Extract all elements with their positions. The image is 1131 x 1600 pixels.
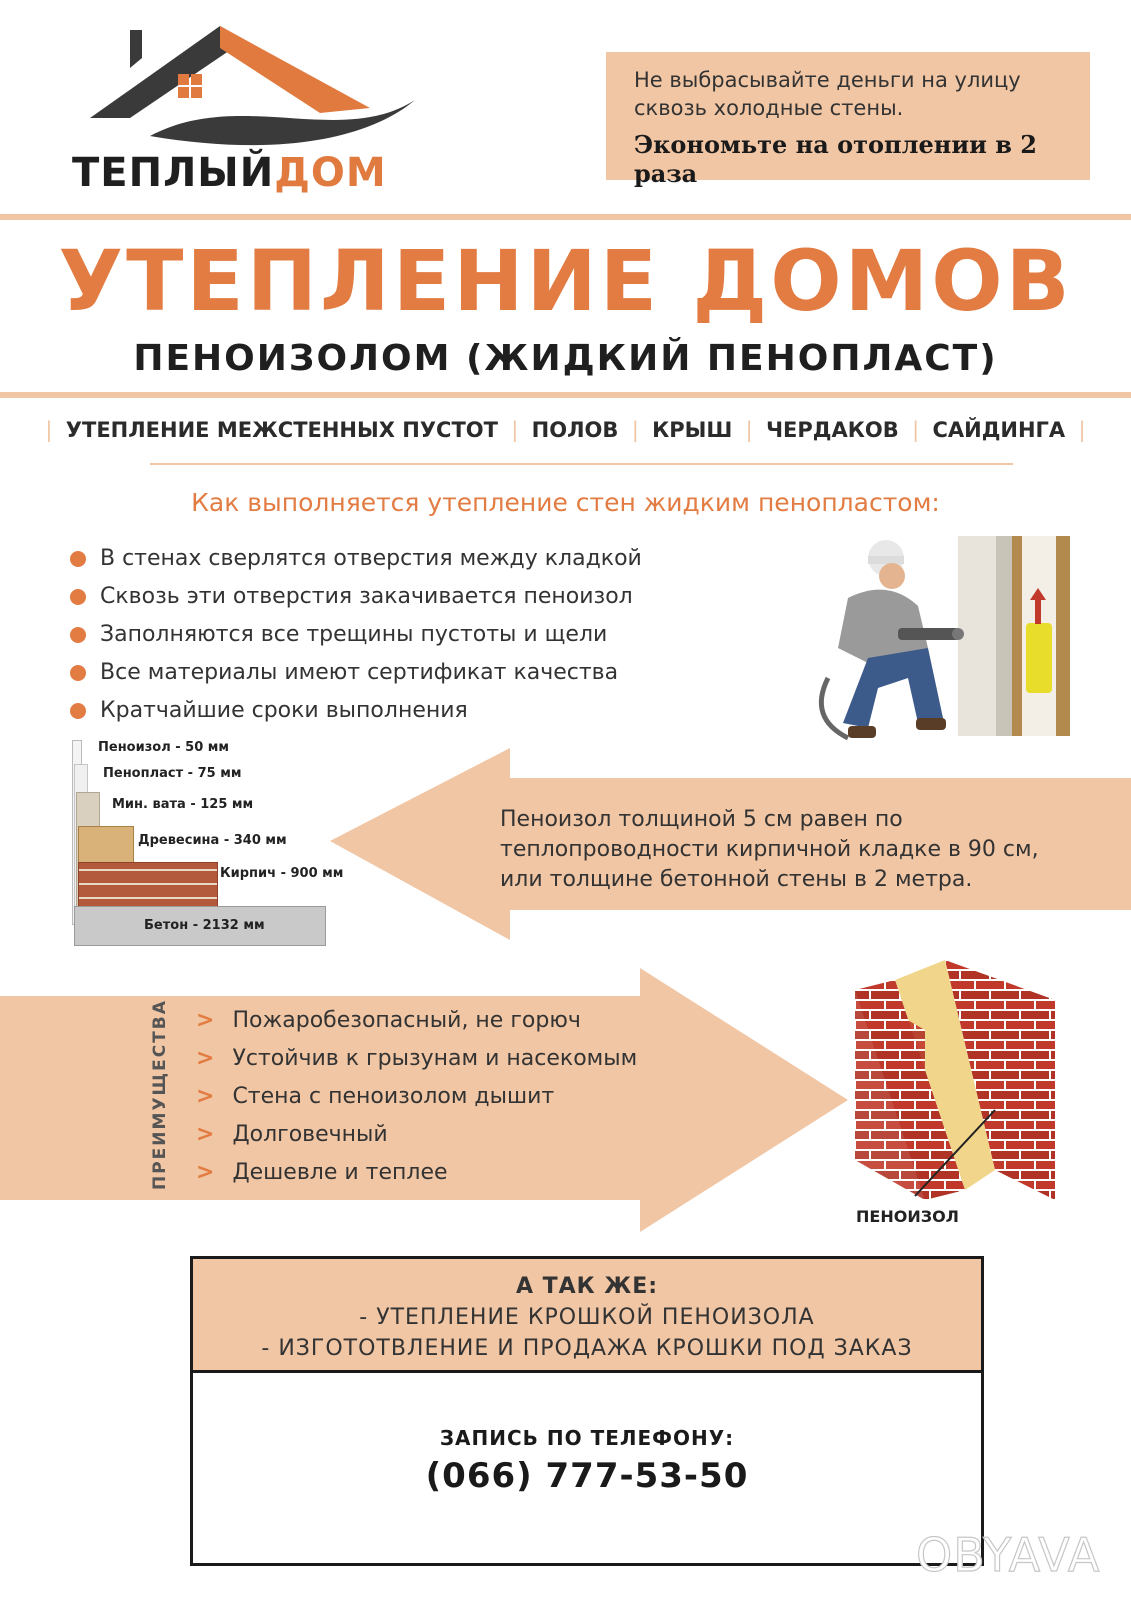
list-item [70, 578, 642, 616]
bullet-dot-icon [70, 551, 86, 567]
list-item [70, 540, 642, 578]
brand-logo [72, 150, 387, 196]
list-item [70, 692, 642, 730]
insulation-label: ПЕНОИЗОЛ [856, 1207, 959, 1226]
layer-label: Мин. вата - 125 мм [112, 797, 254, 812]
advantage-text: Пожаробезопасный, не горюч [232, 1008, 581, 1033]
layer-label: Древесина - 340 мм [138, 833, 287, 848]
service-item: КРЫШ [652, 418, 733, 442]
step-text: В стенах сверлятся отверстия между кладкой [100, 546, 642, 571]
list-item [196, 1002, 637, 1040]
services-separator: | [45, 418, 53, 442]
step-text: Все материалы имеют сертификат качества [100, 660, 619, 685]
services-separator: | [912, 418, 920, 442]
list-item [196, 1154, 637, 1192]
steps-list [70, 540, 642, 730]
list-item [196, 1040, 637, 1078]
list-item [196, 1078, 637, 1116]
services-separator: | [511, 418, 519, 442]
promo-box [606, 52, 1090, 188]
brand-word-2: ДОМ [274, 150, 387, 196]
bullet-dot-icon [70, 665, 86, 681]
page-title: УТЕПЛЕНИЕ ДОМОВ [58, 232, 1073, 330]
advantage-text: Долговечный [232, 1122, 388, 1147]
promo-strong: Экономьте на отоплении в 2 раза [634, 130, 1038, 188]
house-roof-icon [70, 18, 430, 148]
advantage-text: Устойчив к грызунам и насекомым [232, 1046, 638, 1071]
step-text: Заполняются все трещины пустоты и щели [100, 622, 608, 647]
list-item [70, 616, 642, 654]
divider-top [0, 214, 1131, 220]
bullet-dot-icon [70, 589, 86, 605]
step-text: Сквозь эти отверстия закачивается пеноизол [100, 584, 633, 609]
promo-line-1: Не выбрасывайте деньги на улицу [634, 68, 1021, 92]
phone-label: ЗАПИСЬ ПО ТЕЛЕФОНУ: [439, 1426, 735, 1450]
list-item [70, 654, 642, 692]
also-section [193, 1259, 981, 1373]
service-item: САЙДИНГА [932, 418, 1066, 442]
brand-word-1: ТЕПЛЫЙ [72, 150, 275, 196]
step-text: Кратчайшие сроки выполнения [100, 698, 468, 723]
service-item: ЧЕРДАКОВ [766, 418, 899, 442]
layer-label: Пенопласт - 75 мм [103, 766, 242, 781]
services-rule [150, 463, 1013, 465]
layer-label: Бетон - 2132 мм [144, 918, 265, 933]
chevron-right-icon: > [196, 1046, 215, 1071]
chevron-right-icon: > [196, 1008, 215, 1033]
service-item: ПОЛОВ [531, 418, 619, 442]
watermark: OBYAVA [916, 1528, 1101, 1582]
phone-number[interactable]: (066) 777-53-50 [425, 1456, 749, 1496]
services-separator: | [745, 418, 753, 442]
comparison-line: или толщине бетонной стены в 2 метра. [500, 867, 973, 892]
bullet-dot-icon [70, 627, 86, 643]
layer-label: Кирпич - 900 мм [220, 866, 344, 881]
comparison-line: Пеноизол толщиной 5 см равен по [500, 807, 903, 832]
services-separator: | [631, 418, 639, 442]
services-separator: | [1078, 418, 1086, 442]
divider-middle [0, 392, 1131, 398]
also-line-1: - УТЕПЛЕНИЕ КРОШКОЙ ПЕНОИЗОЛА [359, 1305, 815, 1330]
chevron-right-icon: > [196, 1122, 215, 1147]
brick-wall-illustration [855, 960, 1065, 1210]
advantages-label: ПРЕИМУЩЕСТВА [150, 999, 170, 1190]
chevron-right-icon: > [196, 1084, 215, 1109]
howto-heading: Как выполняется утепление стен жидким пенопластом: [191, 488, 940, 517]
promo-line-2: сквозь холодные стены. [634, 96, 904, 120]
thickness-comparison [70, 740, 344, 966]
services-list [0, 418, 1131, 442]
also-line-2: - ИЗГОТОТВЛЕНИЕ И ПРОДАЖА КРОШКИ ПОД ЗАКАЗ [261, 1336, 913, 1361]
layer-label: Пеноизол - 50 мм [98, 740, 230, 755]
advantages-list [196, 1002, 637, 1192]
list-item [196, 1116, 637, 1154]
chevron-right-icon: > [196, 1160, 215, 1185]
comparison-text [500, 805, 1100, 895]
also-heading: А ТАК ЖЕ: [515, 1274, 659, 1299]
service-item: УТЕПЛЕНИЕ МЕЖСТЕННЫХ ПУСТОТ [65, 418, 498, 442]
bullet-dot-icon [70, 703, 86, 719]
page-subtitle: ПЕНОИЗОЛОМ (ЖИДКИЙ ПЕНОПЛАСТ) [133, 338, 998, 379]
worker-illustration [808, 528, 1078, 758]
advantage-text: Стена с пеноизолом дышит [232, 1084, 555, 1109]
advantage-text: Дешевле и теплее [232, 1160, 448, 1185]
comparison-line: теплопроводности кирпичной кладке в 90 см, [500, 837, 1039, 862]
